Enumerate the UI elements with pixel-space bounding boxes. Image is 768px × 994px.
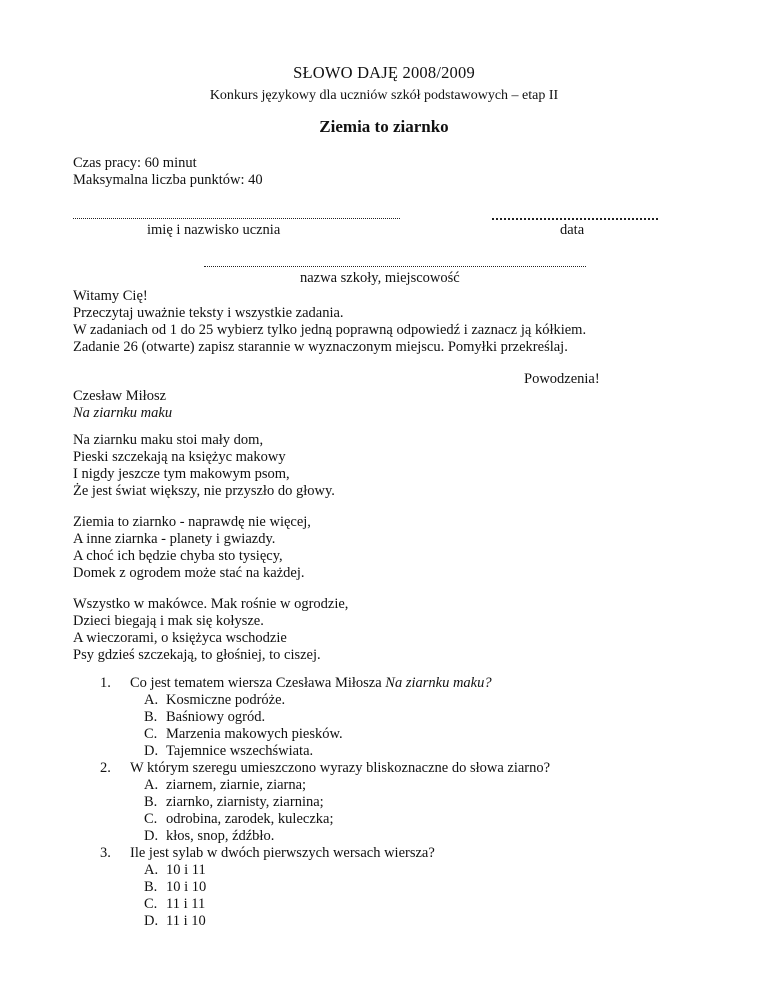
- question-number: 3.: [100, 845, 111, 861]
- option-letter: C.: [144, 896, 158, 912]
- poem-stanza: [73, 432, 335, 500]
- answer-option[interactable]: [100, 862, 550, 879]
- answer-option[interactable]: [100, 879, 550, 896]
- answer-option[interactable]: [100, 913, 550, 930]
- option-letter: A.: [144, 692, 159, 708]
- option-letter: B.: [144, 879, 158, 895]
- option-letter: B.: [144, 794, 158, 810]
- option-text: 11 i 11: [166, 896, 206, 912]
- option-text: odrobina, zarodek, kuleczka;: [166, 811, 334, 827]
- option-text: Kosmiczne podróże.: [166, 692, 286, 708]
- poem-stanza: [73, 514, 311, 582]
- poem-line: Wszystko w makówce. Mak rośnie w ogrodzie,: [73, 596, 349, 612]
- poem-line: A wieczorami, o księżyca wschodzie: [73, 630, 287, 646]
- poem-line: Psy gdzieś szczekają, to głośniej, to ciszej.: [73, 647, 321, 663]
- poem-line: Dzieci biegają i mak się kołysze.: [73, 613, 264, 629]
- option-letter: D.: [144, 743, 159, 759]
- name-label: imię i nazwisko ucznia: [147, 222, 281, 238]
- instruction-line: Przeczytaj uważnie teksty i wszystkie zadania.: [73, 305, 344, 321]
- poem-line: Domek z ogrodem może stać na każdej.: [73, 565, 305, 581]
- instruction-line: Zadanie 26 (otwarte) zapisz starannie w wyznaczonym miejscu. Pomyłki przekreślaj.: [73, 339, 568, 355]
- page-subtitle: Konkurs językowy dla uczniów szkół podstawowych – etap II: [209, 88, 559, 103]
- question-text: Ile jest sylab w dwóch pierwszych wersach wiersza?: [130, 845, 435, 861]
- option-text: 10 i 10: [166, 879, 207, 895]
- poem-line: I nigdy jeszcze tym makowym psom,: [73, 466, 290, 482]
- instruction-line: Witamy Cię!: [73, 288, 148, 304]
- question: [100, 845, 550, 862]
- question: [100, 675, 550, 692]
- question: [100, 760, 550, 777]
- option-text: ziarnko, ziarnisty, ziarnina;: [166, 794, 324, 810]
- poem-line: Na ziarnku maku stoi mały dom,: [73, 432, 264, 448]
- answer-option[interactable]: [100, 709, 550, 726]
- poem-line: A inne ziarnka - planety i gwiazdy.: [73, 531, 276, 547]
- answer-option[interactable]: [100, 896, 550, 913]
- time-info: Czas pracy: 60 minut: [73, 155, 197, 171]
- poem-title: Na ziarnku maku: [73, 405, 173, 421]
- date-label: data: [560, 222, 585, 238]
- option-text: ziarnem, ziarnie, ziarna;: [166, 777, 307, 793]
- option-text: 10 i 11: [166, 862, 206, 878]
- option-text: Marzenia makowych piesków.: [166, 726, 343, 742]
- good-luck: Powodzenia!: [524, 371, 600, 387]
- option-letter: C.: [144, 726, 158, 742]
- option-letter: A.: [144, 862, 159, 878]
- answer-option[interactable]: [100, 743, 550, 760]
- school-line[interactable]: [204, 266, 586, 267]
- date-line[interactable]: [492, 218, 658, 220]
- option-letter: A.: [144, 777, 159, 793]
- instruction-line: W zadaniach od 1 do 25 wybierz tylko jedną poprawną odpowiedź i zaznacz ją kółkiem.: [73, 322, 587, 338]
- answer-option[interactable]: [100, 828, 550, 845]
- poem-line: A choć ich będzie chyba sto tysięcy,: [73, 548, 283, 564]
- poem-line: Że jest świat większy, nie przyszło do głowy.: [73, 483, 335, 499]
- option-letter: C.: [144, 811, 158, 827]
- page-title: SŁOWO DAJĘ 2008/2009: [293, 63, 475, 82]
- option-letter: D.: [144, 828, 159, 844]
- option-text: 11 i 10: [166, 913, 206, 929]
- poem-author: Czesław Miłosz: [73, 388, 167, 404]
- option-text: kłos, snop, źdźbło.: [166, 828, 275, 844]
- question-text-italic: Na ziarnku maku?: [385, 675, 492, 691]
- question-text: W którym szeregu umieszczono wyrazy bliskoznaczne do słowa ziarno?: [130, 760, 551, 776]
- section-heading: Ziemia to ziarnko: [319, 117, 449, 136]
- name-line[interactable]: [73, 218, 400, 219]
- poem-stanza: [73, 596, 348, 664]
- answer-option[interactable]: [100, 794, 550, 811]
- answer-option[interactable]: [100, 777, 550, 794]
- points-info: Maksymalna liczba punktów: 40: [73, 172, 263, 188]
- school-label: nazwa szkoły, miejscowość: [300, 270, 460, 286]
- question-number: 2.: [100, 760, 111, 776]
- option-letter: D.: [144, 913, 159, 929]
- option-text: Baśniowy ogród.: [166, 709, 266, 725]
- instructions: [73, 288, 586, 356]
- question-list: [100, 675, 550, 930]
- option-text: Tajemnice wszechświata.: [166, 743, 314, 759]
- answer-option[interactable]: [100, 811, 550, 828]
- answer-option[interactable]: [100, 726, 550, 743]
- poem-line: Ziemia to ziarnko - naprawdę nie więcej,: [73, 514, 311, 530]
- question-text: Co jest tematem wiersza Czesława Miłosza: [130, 675, 386, 691]
- poem-line: Pieski szczekają na księżyc makowy: [73, 449, 286, 465]
- question-number: 1.: [100, 675, 111, 691]
- option-letter: B.: [144, 709, 158, 725]
- answer-option[interactable]: [100, 692, 550, 709]
